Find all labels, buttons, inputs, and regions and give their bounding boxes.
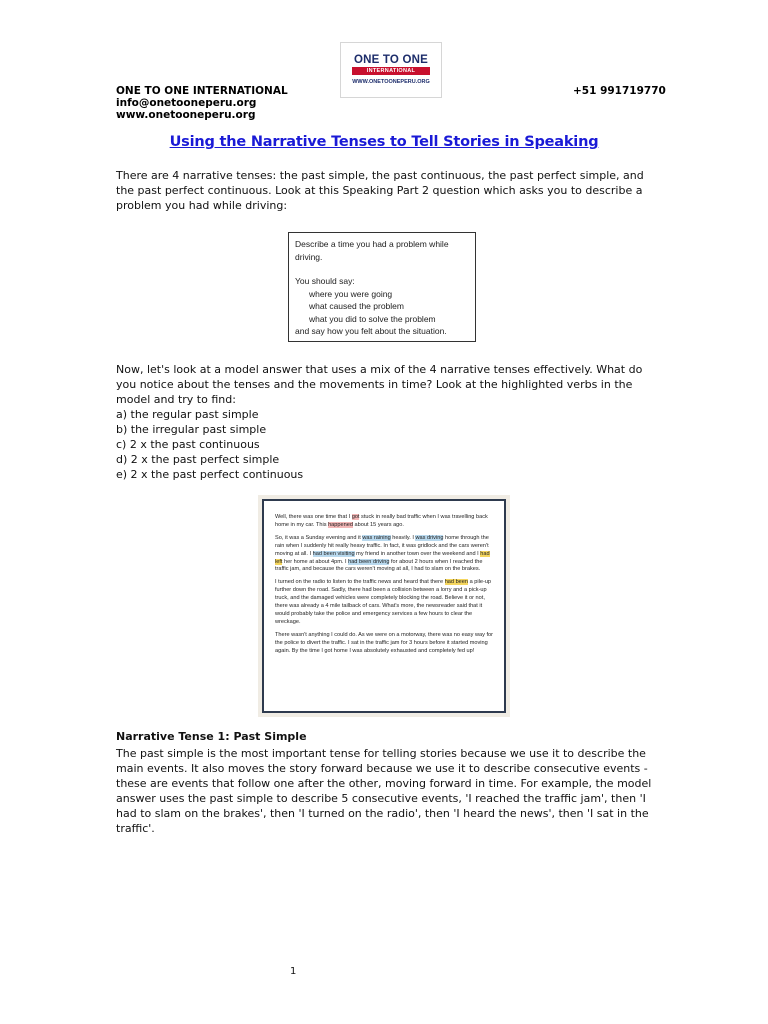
task-item: d) 2 x the past perfect simple xyxy=(116,453,280,466)
header-website: www.onetooneperu.org xyxy=(116,109,256,121)
highlighted-verb: was raining xyxy=(362,534,391,541)
model-paragraph-3: I turned on the radio to listen to the traffic news and heard that there had been a pile-up further down the road. Sadly, there had been a collision between a lorry and a pick-up truck, and the damaged vehicles were completely blocking the road. Believe it or not, there was already a 4 mile tailback of cars. What's more, the newsreader said that it would probably take the police and emergency services a few hours to clear the wreckage. xyxy=(275,579,492,625)
highlighted-verb: got xyxy=(351,514,360,520)
question-prompt: Describe a time you had a problem while driving. xyxy=(295,239,449,262)
model-paragraph-1: Well, there was one time that I got stuck in really bad traffic when I was travelling back home in my car. This happened about 15 years ago. xyxy=(275,514,488,528)
highlighted-verb: had left xyxy=(275,550,490,565)
question-say: You should say: xyxy=(295,276,355,286)
company-logo xyxy=(340,42,442,98)
highlighted-verb: happened xyxy=(328,521,353,528)
header-company: ONE TO ONE INTERNATIONAL xyxy=(116,85,288,97)
section-body-past-simple: The past simple is the most important tense for telling stories because we use it to describe the main events. It also moves the story forward because we use it to describe consecutive events - these are events that follow one after the other, moving forward in time. For example, the model answer uses the past simple to describe 5 consecutive events, 'I reached the traffic jam', then 'I had to slam on the brakes', then 'I turned on the radio', then 'I heard the news', then 'I sat in the traffic'. xyxy=(116,747,652,835)
task-item: e) 2 x the past perfect continuous xyxy=(116,468,304,481)
highlighted-verb: had been visiting xyxy=(312,550,355,557)
task-item: c) 2 x the past continuous xyxy=(116,438,260,451)
intro-paragraph: There are 4 narrative tenses: the past simple, the past continuous, the past perfect simple, and the past perfect continuous. Look at this Speaking Part 2 question which asks you to describe a problem you had while driving: xyxy=(116,169,644,212)
logo-line-1: ONE TO ONE xyxy=(354,54,428,66)
speaking-question-box xyxy=(288,232,476,342)
task-lead: Now, let's look at a model answer that uses a mix of the 4 narrative tenses effectively. What do you notice about the tenses and the movements in time? Look at the highlighted verbs in the model and try to find: xyxy=(116,363,643,406)
highlighted-verb: had been driving xyxy=(348,558,390,565)
task-item: a) the regular past simple xyxy=(116,408,259,421)
model-paragraph-4: There wasn't anything I could do. As we were on a motorway, there was no easy way for the police to divert the traffic. I sat in the traffic jam for 3 hours before it started moving again. By the time I got home I was absolutely exhausted and completely fed up! xyxy=(275,631,493,654)
task-paragraph xyxy=(116,362,656,482)
question-item: what caused the problem xyxy=(309,301,404,311)
model-paragraph-2: So, it was a Sunday evening and it was raining heavily. I was driving home through the rain when I suddenly hit really heavy traffic. In fact, it was gridlock and the cars weren't moving at all. I had been visiting my friend in another town over the weekend and I had left her home at about 4pm. I had been driving for about 2 hours when I reached the traffic jam, and because the cars weren't moving at all, I had to slam on the brakes. xyxy=(275,534,490,573)
logo-url: WWW.ONETOONEPERU.ORG xyxy=(352,79,430,85)
task-item: b) the irregular past simple xyxy=(116,423,267,436)
model-answer-card xyxy=(262,499,506,713)
page-number: 1 xyxy=(290,966,297,977)
highlighted-verb: was driving xyxy=(415,534,444,541)
question-closing: and say how you felt about the situation. xyxy=(295,326,447,336)
section-heading-past-simple: Narrative Tense 1: Past Simple xyxy=(116,730,307,743)
header-phone: +51 991719770 xyxy=(573,85,666,97)
highlighted-verb: had been xyxy=(444,579,469,586)
document-title[interactable]: Using the Narrative Tenses to Tell Stories in Speaking xyxy=(169,134,599,150)
model-answer-image xyxy=(258,495,510,717)
question-item: what you did to solve the problem xyxy=(309,313,436,324)
question-item: where you were going xyxy=(309,288,393,299)
header-email: info@onetooneperu.org xyxy=(116,97,257,109)
logo-line-2: INTERNATIONAL xyxy=(352,67,430,75)
